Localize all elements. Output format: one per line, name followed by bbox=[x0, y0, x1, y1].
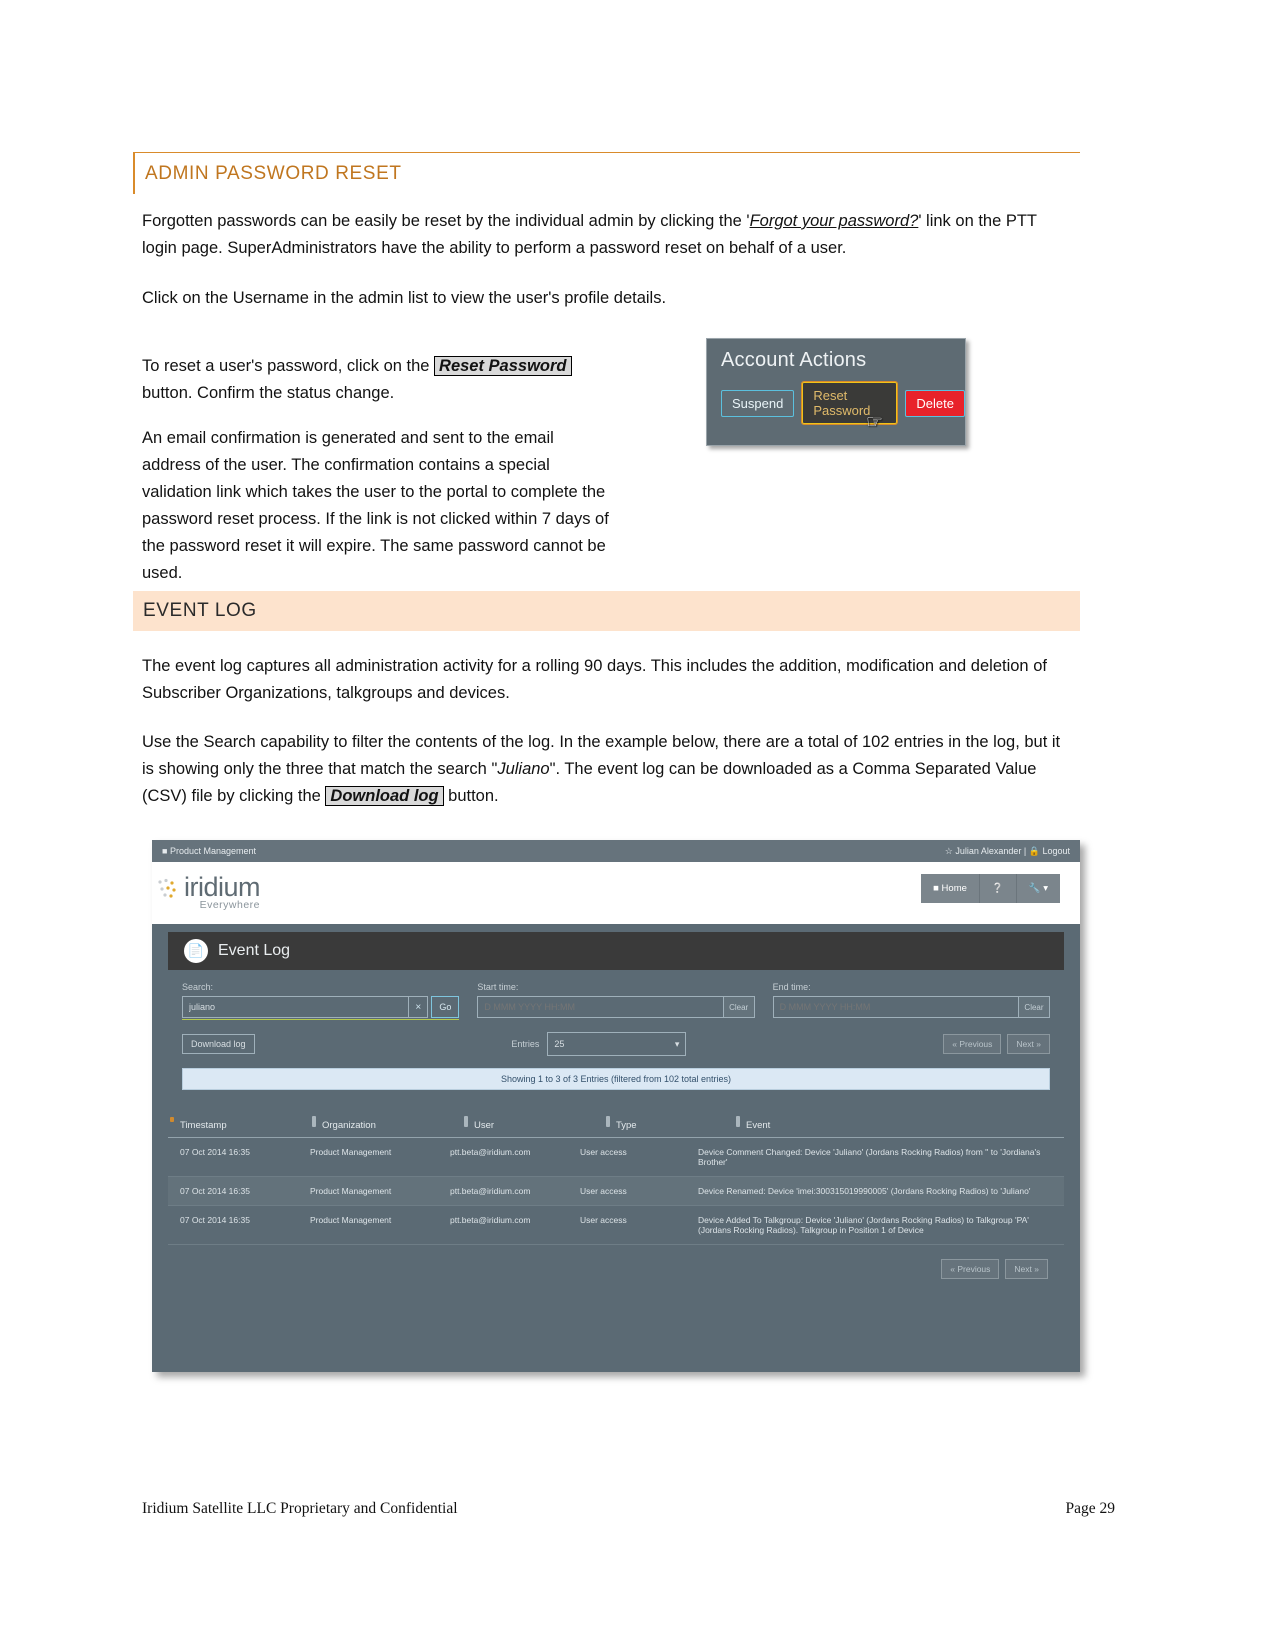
column-header-type-label: Type bbox=[616, 1120, 637, 1131]
filter-row-two bbox=[182, 1032, 1050, 1056]
cell-organization: Product Management bbox=[310, 1215, 392, 1225]
star-icon: ☆ bbox=[944, 845, 953, 856]
cell-event: Device Comment Changed: Device 'Juliano' (Jordans Rocking Radios) from '' to 'Jordiana's Brother' bbox=[698, 1147, 1041, 1167]
topbar-separator: | bbox=[1023, 845, 1027, 856]
column-header-timestamp-label: Timestamp bbox=[180, 1120, 227, 1131]
end-time-input[interactable] bbox=[773, 996, 1019, 1018]
iridium-logo bbox=[184, 872, 260, 911]
showing-entries-banner: Showing 1 to 3 of 3 Entries (filtered from 102 total entries) bbox=[182, 1068, 1050, 1090]
iridium-wordmark: iridium bbox=[184, 872, 261, 902]
p6-text-b: ". The event log can be downloaded as a Comma Separated Value (CSV) file by clicking the bbox=[142, 760, 1037, 805]
download-log-inline-button-ref: Download log bbox=[325, 786, 443, 806]
event-log-table bbox=[168, 1110, 1064, 1279]
event-log-filter-panel bbox=[168, 970, 1064, 1100]
column-header-user[interactable] bbox=[462, 1120, 604, 1131]
section-heading-event-log bbox=[133, 591, 1080, 631]
embedded-portal-screenshot bbox=[152, 840, 1080, 1372]
entries-label: Entries bbox=[511, 1039, 540, 1049]
question-circle-icon: ❔ bbox=[991, 883, 1004, 894]
end-time-clear-button[interactable]: Clear bbox=[1019, 996, 1050, 1018]
cell-timestamp: 07 Oct 2014 16:35 bbox=[180, 1215, 250, 1225]
sort-caret-icon bbox=[736, 1116, 740, 1127]
home-icon: ■ bbox=[162, 846, 168, 856]
iridium-tagline: Everywhere bbox=[199, 899, 261, 911]
nav-help-button[interactable] bbox=[980, 874, 1017, 903]
p1-text-a: Forgotten passwords can be easily be reset by the individual admin by clicking the ' bbox=[142, 212, 750, 230]
table-row[interactable] bbox=[168, 1177, 1064, 1206]
cell-organization: Product Management bbox=[310, 1186, 392, 1196]
cell-timestamp: 07 Oct 2014 16:35 bbox=[180, 1147, 250, 1157]
document-icon: 📄 bbox=[184, 939, 208, 963]
column-header-user-label: User bbox=[474, 1120, 495, 1131]
column-header-event-label: Event bbox=[746, 1120, 771, 1131]
end-time-label: End time: bbox=[772, 982, 811, 992]
event-heading-text: EVENT LOG bbox=[143, 600, 257, 621]
breadcrumb-label: Product Management bbox=[169, 846, 257, 856]
cell-user: ptt.beta@iridium.com bbox=[450, 1215, 531, 1225]
search-go-button[interactable]: Go bbox=[431, 996, 459, 1018]
search-input[interactable] bbox=[182, 996, 409, 1018]
entries-selector-group bbox=[511, 1032, 686, 1056]
filter-row-one bbox=[182, 982, 1050, 1020]
p3-text-a: To reset a user's password, click on the bbox=[142, 357, 435, 375]
pointer-hand-cursor-icon: ☞ bbox=[866, 412, 884, 433]
search-label: Search: bbox=[182, 982, 214, 992]
reset-password-button[interactable]: Reset Password bbox=[802, 382, 897, 424]
delete-button[interactable]: Delete bbox=[905, 390, 965, 417]
column-header-organization[interactable] bbox=[310, 1120, 462, 1131]
sort-caret-icon bbox=[606, 1116, 610, 1127]
column-header-event[interactable] bbox=[734, 1120, 1064, 1131]
start-time-input[interactable] bbox=[477, 996, 723, 1018]
cell-event: Device Renamed: Device 'imei:300315019990005' (Jordans Rocking Radios) to 'Juliano' bbox=[698, 1186, 1031, 1196]
search-field-group bbox=[182, 982, 459, 1020]
table-row[interactable] bbox=[168, 1138, 1064, 1177]
account-actions-title: Account Actions bbox=[721, 349, 867, 371]
sort-caret-icon bbox=[312, 1116, 316, 1127]
event-log-panel-header bbox=[168, 932, 1064, 970]
cell-user: ptt.beta@iridium.com bbox=[450, 1186, 531, 1196]
iridium-dots-icon bbox=[156, 878, 182, 900]
portal-nav bbox=[921, 874, 1060, 903]
cell-type: User access bbox=[580, 1147, 627, 1157]
logout-link[interactable]: Logout bbox=[1042, 845, 1070, 856]
next-page-button-bottom[interactable]: Next » bbox=[1005, 1259, 1048, 1279]
nav-tools-button[interactable] bbox=[1017, 874, 1060, 903]
portal-logo-bar bbox=[152, 862, 1080, 924]
account-actions-button-group bbox=[707, 372, 965, 424]
lock-icon: 🔒 bbox=[1028, 845, 1040, 856]
forgot-password-link[interactable]: Forgot your password? bbox=[749, 212, 919, 230]
start-time-label: Start time: bbox=[477, 982, 519, 992]
cell-type: User access bbox=[580, 1215, 627, 1225]
admin-heading-text: ADMIN PASSWORD RESET bbox=[145, 162, 402, 184]
account-actions-callout bbox=[706, 338, 966, 446]
search-control bbox=[182, 996, 459, 1018]
next-page-button-top[interactable]: Next » bbox=[1007, 1034, 1050, 1054]
search-focus-underline bbox=[182, 1019, 459, 1020]
start-time-clear-button[interactable]: Clear bbox=[724, 996, 755, 1018]
entries-select-value: 25 bbox=[554, 1039, 565, 1049]
chevron-down-icon: ▾ bbox=[674, 1038, 680, 1049]
end-time-control bbox=[773, 996, 1050, 1018]
end-time-field-group bbox=[773, 982, 1050, 1020]
home-icon: ■ bbox=[933, 883, 939, 894]
p6-search-term: Juliano bbox=[497, 760, 550, 778]
paragraph-event-log-captures: The event log captures all administration activity for a rolling 90 days. This includes the addition, modification and deletion of Subscriber Organizations, talkgroups and devices. bbox=[142, 657, 1047, 702]
start-time-control bbox=[477, 996, 754, 1018]
nav-home-button[interactable] bbox=[921, 874, 980, 903]
table-header-row bbox=[168, 1110, 1064, 1138]
nav-home-label: Home bbox=[941, 883, 967, 894]
table-row[interactable] bbox=[168, 1206, 1064, 1245]
p6-text-c: button. bbox=[443, 787, 499, 805]
sort-caret-icon bbox=[170, 1117, 174, 1122]
start-time-field-group bbox=[477, 982, 754, 1020]
paragraph-reset-instructions bbox=[142, 353, 612, 407]
paragraph-click-username: Click on the Username in the admin list to view the user's profile details. bbox=[142, 289, 667, 307]
reset-password-inline-button-ref: Reset Password bbox=[434, 356, 571, 376]
previous-page-button-bottom[interactable]: « Previous bbox=[941, 1259, 999, 1279]
cell-event: Device Added To Talkgroup: Device 'Juliano' (Jordans Rocking Radios) to Talkgroup 'PA' (Jordans Rocking Radios). Talkgroup in Position 1 of Device bbox=[698, 1215, 1029, 1235]
column-header-timestamp[interactable] bbox=[168, 1120, 310, 1131]
cell-organization: Product Management bbox=[310, 1147, 392, 1157]
p3-text-b: button. Confirm the status change. bbox=[142, 384, 395, 402]
section-heading-admin-password-reset bbox=[133, 152, 1080, 194]
portal-topbar bbox=[152, 840, 1080, 862]
download-log-button[interactable]: Download log bbox=[182, 1034, 255, 1054]
sort-caret-icon bbox=[464, 1116, 468, 1127]
chevron-down-icon: ▾ bbox=[1043, 883, 1048, 894]
column-header-organization-label: Organization bbox=[322, 1120, 376, 1131]
cell-type: User access bbox=[580, 1186, 627, 1196]
paragraph-search-capability bbox=[142, 729, 1072, 810]
clear-search-icon[interactable]: × bbox=[409, 996, 428, 1018]
previous-page-button-top[interactable]: « Previous bbox=[943, 1034, 1001, 1054]
footer-page-number: Page 29 bbox=[1065, 1500, 1115, 1517]
event-log-panel-title: Event Log bbox=[218, 942, 291, 959]
column-header-type[interactable] bbox=[604, 1120, 734, 1131]
entries-select[interactable] bbox=[547, 1032, 686, 1056]
cell-timestamp: 07 Oct 2014 16:35 bbox=[180, 1186, 250, 1196]
pagination-bottom bbox=[168, 1245, 1064, 1279]
portal-username[interactable]: Julian Alexander bbox=[955, 845, 1022, 856]
portal-user-area bbox=[945, 846, 1070, 857]
portal-breadcrumb[interactable] bbox=[162, 846, 256, 856]
paragraph-email-confirmation: An email confirmation is generated and sent to the email address of the user. The confirmation contains a special validation link which takes the user to the portal to complete the password reset process. If the link is not clicked within 7 days of the password reset it will expire. The same password cannot be used. bbox=[142, 429, 609, 582]
p1-text-b: ' link on the PTT login page. SuperAdministrators have the ability to perform a password reset on behalf of a user. bbox=[142, 212, 1037, 257]
paragraph-forgotten-passwords bbox=[142, 208, 1072, 262]
suspend-button[interactable]: Suspend bbox=[721, 390, 794, 417]
wrench-icon: 🔧 bbox=[1028, 883, 1041, 894]
footer-confidentiality-notice: Iridium Satellite LLC Proprietary and Confidential bbox=[142, 1500, 458, 1517]
cell-user: ptt.beta@iridium.com bbox=[450, 1147, 531, 1157]
pagination-top bbox=[943, 1034, 1050, 1054]
p6-text-a: Use the Search capability to filter the contents of the log. In the example below, there are a total of 102 entries in the log, but it is showing only the three that match the search " bbox=[142, 733, 1061, 778]
